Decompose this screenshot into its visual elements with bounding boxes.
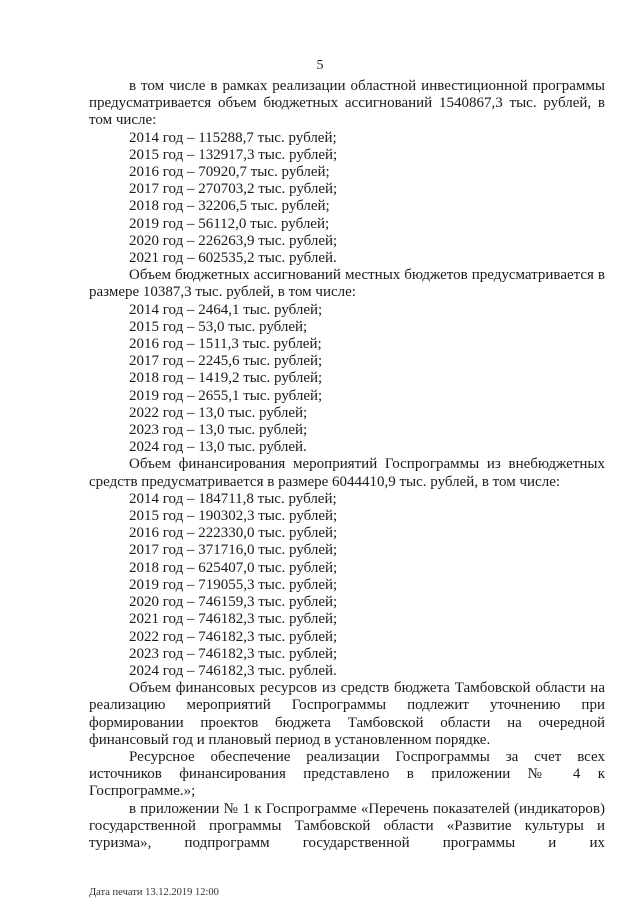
list-item: 2021 год – 746182,3 тыс. рублей; — [129, 611, 338, 628]
list-local-budgets-by-year — [89, 302, 605, 457]
list-item: 2015 год – 190302,3 тыс. рублей; — [129, 508, 338, 525]
list-item: 2023 год – 746182,3 тыс. рублей; — [129, 645, 338, 662]
list-item: 2016 год – 1511,3 тыс. рублей; — [129, 336, 322, 353]
paragraph-resource-provision: Ресурсное обеспечение реализации Госпрограммы за счет всех источников финансирования представлено в приложении № 4 к Госпрограмме.»; — [89, 748, 605, 800]
list-item: 2016 год – 70920,7 тыс. рублей; — [129, 164, 330, 181]
paragraph-appendix-amendment: в приложении № 1 к Госпрограмме «Перечень показателей (индикаторов) государственной программы Тамбовской области «Развитие культуры и туризма», подпрограмм государственной программы и их — [89, 800, 605, 851]
list-item: 2014 год – 2464,1 тыс. рублей; — [129, 301, 323, 318]
list-item: 2024 год – 13,0 тыс. рублей. — [129, 439, 307, 456]
list-item: 2018 год – 1419,2 тыс. рублей; — [129, 370, 323, 387]
list-item: 2018 год – 32206,5 тыс. рублей; — [129, 198, 330, 215]
list-item: 2017 год – 270703,2 тыс. рублей; — [129, 181, 338, 198]
list-item: 2023 год – 13,0 тыс. рублей; — [129, 422, 308, 439]
list-item: 2019 год – 56112,0 тыс. рублей; — [129, 215, 330, 232]
list-item: 2017 год – 371716,0 тыс. рублей; — [129, 542, 338, 559]
list-item: 2016 год – 222330,0 тыс. рублей; — [129, 525, 338, 542]
list-item: 2017 год – 2245,6 тыс. рублей; — [129, 353, 323, 370]
page-number: 5 — [316, 58, 324, 73]
list-item: 2021 год – 602535,2 тыс. рублей. — [129, 250, 337, 267]
list-item: 2015 год – 53,0 тыс. рублей; — [129, 318, 308, 335]
list-item: 2019 год – 2655,1 тыс. рублей; — [129, 387, 323, 404]
paragraph-local-budgets: Объем бюджетных ассигнований местных бюджетов предусматривается в размере 10387,3 тыс. рублей, в том числе: — [89, 267, 605, 301]
document-body — [89, 78, 605, 852]
paragraph-investment-program: в том числе в рамках реализации областной инвестиционной программы предусматривается объем бюджетных ассигнований 1540867,3 тыс. рублей, в том числе: — [89, 78, 605, 129]
list-item: 2015 год – 132917,3 тыс. рублей; — [129, 146, 338, 163]
list-item: 2018 год – 625407,0 тыс. рублей; — [129, 559, 338, 576]
list-item: 2014 год – 115288,7 тыс. рублей; — [129, 129, 337, 146]
list-item: 2024 год – 746182,3 тыс. рублей. — [129, 662, 337, 679]
print-date-footer: Дата печати 13.12.2019 12:00 — [89, 887, 219, 898]
list-extrabudgetary-by-year — [89, 491, 605, 680]
list-item: 2020 год – 746159,3 тыс. рублей; — [129, 594, 338, 611]
list-item: 2022 год – 13,0 тыс. рублей; — [129, 404, 308, 421]
list-item: 2019 год – 719055,3 тыс. рублей; — [129, 576, 338, 593]
list-item: 2020 год – 226263,9 тыс. рублей; — [129, 232, 338, 249]
list-item: 2014 год – 184711,8 тыс. рублей; — [129, 490, 337, 507]
paragraph-financial-resources: Объем финансовых ресурсов из средств бюджета Тамбовской области на реализацию мероприятий Госпрограммы подлежит уточнению при формировании проектов бюджета Тамбовской области на очередной финансовый год и плановый период в установленном порядке. — [89, 680, 605, 748]
list-item: 2022 год – 746182,3 тыс. рублей; — [129, 628, 338, 645]
paragraph-extrabudgetary: Объем финансирования мероприятий Госпрограммы из внебюджетных средств предусматривается в размере 6044410,9 тыс. рублей, в том числе: — [89, 456, 605, 490]
list-investment-by-year — [89, 130, 605, 268]
